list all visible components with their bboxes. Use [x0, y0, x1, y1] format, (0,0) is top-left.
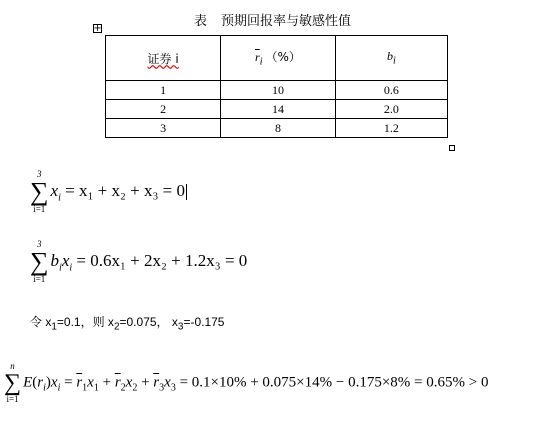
table-row	[106, 119, 448, 138]
cell-sensitivity: 0.6	[335, 81, 447, 100]
equation-body: = x₁ + x₂ + x₃ = 0	[65, 180, 186, 200]
summation-sign: 3 ∑ i=1	[30, 239, 49, 284]
cell-return: 8	[221, 119, 335, 138]
equation-sum-bx: 3 ∑ i=1 $b_ix_i = 0.6x_1 + 2x_2 + 1.2x_3 = 0$	[30, 239, 248, 284]
equation-expected-return: n ∑ i=1 $E(r_i)x_i = \overline{r}_1x_1 + \overline{r}_2x_2 + \overline{r}_3x_3 = 0.1\times 10\% + 0.075\times 14\% - 0.175\times 8\% = 0.65\% > 0$	[4, 361, 489, 404]
cell-security: 2	[106, 100, 221, 119]
header-expected-return: $\overline{r}_i$ （%）	[221, 36, 335, 81]
table-resize-handle-icon[interactable]	[449, 145, 455, 151]
solution-line: 令 $x_1=0.1$，则 $x_2=0.075$， $x_3=-0.175$	[30, 315, 225, 333]
cell-security: 1	[106, 81, 221, 100]
equation-rhs: = 0.1×10% + 0.075×14% − 0.175×8% = 0.65% > 0	[179, 374, 489, 391]
table-row	[106, 100, 448, 119]
returns-table	[105, 35, 448, 138]
equation-body: = 0.6x₁ + 2x₂ + 1.2x₃ = 0	[76, 250, 248, 270]
cell-security: 3	[106, 119, 221, 138]
summation-sign: n ∑ i=1	[4, 361, 22, 404]
caption-text: 预期回报率与敏感性值	[221, 14, 352, 29]
cell-sensitivity: 1.2	[335, 119, 447, 138]
equation-sum-x: 3 ∑ i=1 $x_i = x_1 + x_2 + x_3 = 0$	[30, 169, 186, 214]
table-move-handle-icon[interactable]: +	[93, 22, 102, 34]
caption-prefix: 表	[193, 14, 207, 29]
cell-return: 10	[221, 81, 335, 100]
table-row	[106, 81, 448, 100]
text-cursor	[186, 184, 187, 200]
cell-return: 14	[221, 100, 335, 119]
header-sensitivity: $b_i$	[335, 36, 447, 81]
table-caption	[0, 10, 545, 29]
cell-sensitivity: 2.0	[335, 100, 447, 119]
table-header-row	[106, 36, 448, 81]
summation-sign: 3 ∑ i=1	[30, 169, 49, 214]
header-security: 证券 i	[106, 36, 221, 81]
